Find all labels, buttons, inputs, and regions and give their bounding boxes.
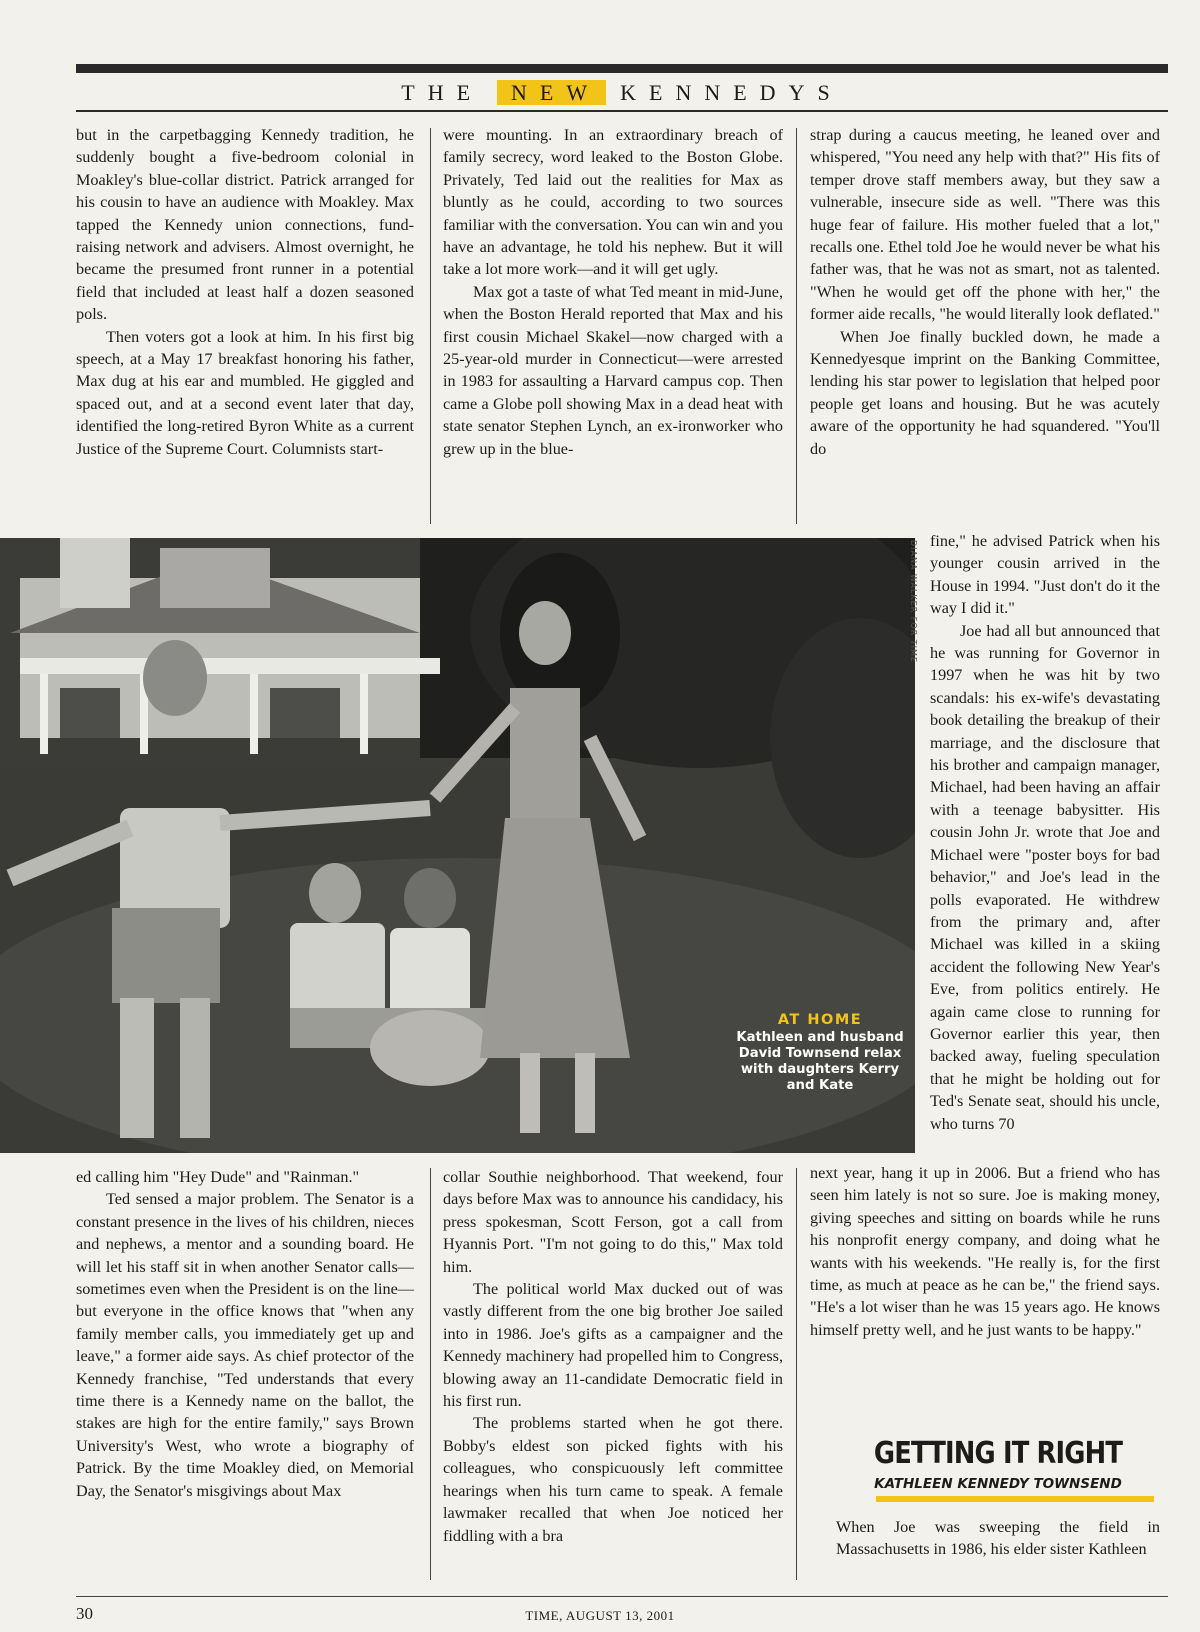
paragraph: fine," he advised Patrick when his younger cousin arrived in the House in 1994. "Just don't do it the way I did it." (930, 532, 1160, 618)
paragraph: When Joe was sweeping the field in Massachusetts in 1986, his elder sister Kathleen (836, 1518, 1160, 1559)
column-2-bottom (443, 1166, 783, 1547)
footer-rule (76, 1596, 1168, 1597)
section-header (76, 76, 1168, 112)
paragraph: strap during a caucus meeting, he leaned over and whispered, "You need any help with that?" His fits of temper drove staff members away, but they saw a vulnerable, insecure side as well. "There was this huge fear of failure. His mother fueled that a lot," recalls one. Ethel told Joe he would never be what his father was, that he was not as smart, not as talented. "When he would get off the phone with her," the former aide recalls, "he would literally look deflated." (810, 126, 1160, 324)
column-3-middle (930, 530, 1160, 1135)
paragraph: Joe had all but announced that he was running for Governor in 1997 when he was hit by two scandals: his ex-wife's devastating book detailing the breakup of their marriage, and the disclosure that his brother and campaign manager, Michael, had been having an affair with a teenage babysitter. His cousin John Jr. wrote that Joe and Michael were "poster boys for bad behavior," and Joe's lead in the polls evaporated. He withdrew from the primary and, after Michael was killed in a skiing accident the following New Year's Eve, from politics entirely. He again came close to running for Governor earlier this year, then backed away, fueling speculation that he might be holding out for Ted's Senate seat, should his uncle, who turns 70 (930, 621, 1160, 1133)
column-divider (796, 1168, 797, 1580)
top-rule (76, 64, 1168, 73)
column-divider (430, 1168, 431, 1580)
page-number: 30 (76, 1604, 93, 1623)
column-divider (430, 128, 431, 524)
photo-credit: DIANA WALKER FOR TIME (909, 540, 918, 663)
column-2-top (443, 124, 783, 460)
column-1-bottom (76, 1166, 414, 1502)
sidebar-title: GETTING IT RIGHT (873, 1436, 1123, 1471)
sidebar-text (836, 1516, 1160, 1561)
paragraph: The problems started when he got there. Bobby's eldest son picked fights with his colleagues, who conspicuously left committee hearings when his turn came to speak. A female lawmaker recalled that when Joe noticed her fiddling with a bra (443, 1414, 783, 1545)
paragraph: were mounting. In an extraordinary breach of family secrecy, word leaked to the Boston Globe. Privately, Ted laid out the realities for Max as bluntly as he could, according to two sources familiar with the conversation. You can win and you have an advantage, he told his nephew. But it will take a lot more work—and it will get ugly. (443, 126, 783, 279)
caption-title: AT HOME (777, 1012, 863, 1028)
header-new-highlight: NEW (497, 80, 606, 105)
paragraph: Ted sensed a major problem. The Senator is a constant presence in the lives of his children, nieces and nephews, a mentor and a sounding board. He will let his staff sit in when another Senator calls—sometimes even when the President is on the line—but everyone in the office knows that "when any family member calls, you immediately get up and leave," a former aide says. As chief protector of the Kennedy franchise, "Ted understands that every time there is a Kennedy name on the ballot, the stakes are high for the entire family," says Brown University's West, who wrote a biography of Patrick. By the time Moakley died, on Memorial Day, the Senator's misgivings about Max (76, 1190, 414, 1500)
header-the: THE (401, 80, 484, 105)
column-divider (796, 128, 797, 524)
column-3-bottom (810, 1162, 1160, 1341)
column-3-top (810, 124, 1160, 460)
paragraph: collar Southie neighborhood. That weekend, four days before Max was to announce his candidacy, his press spokesman, Scott Ferson, got a call from Hyannis Port. "I'm not going to do this," Max told him. (443, 1168, 783, 1276)
column-1-top (76, 124, 414, 460)
paragraph: but in the carpetbagging Kennedy tradition, he suddenly bought a five-bedroom colonial in Moakley's blue-collar district. Patrick arranged for his cousin to have an audience with Moakley. Max tapped the Kennedy union connections, fund-raising network and advisers. Almost overnight, he became the presumed front runner in a potential field that included at least half a dozen seasoned pols. (76, 126, 414, 324)
paragraph: ed calling him "Hey Dude" and "Rainman." (76, 1168, 360, 1186)
photo-caption (730, 1012, 910, 1094)
issue-line: TIME, AUGUST 13, 2001 (525, 1608, 675, 1623)
paragraph: The political world Max ducked out of was vastly different from the one big brother Joe sailed into in 1986. Joe's gifts as a campaigner and the Kennedy machinery had propelled him to Congress, blowing away an 11-candidate Democratic field in his first run. (443, 1280, 783, 1411)
header-kennedys: KENNEDYS (620, 80, 843, 105)
sidebar-subtitle: KATHLEEN KENNEDY TOWNSEND (874, 1476, 1122, 1492)
paragraph: Then voters got a look at him. In his first big speech, at a May 17 breakfast honoring his father, Max dug at his ear and mumbled. He giggled and spaced out, and at a second event later that day, identified the long-retired Byron White as a current Justice of the Supreme Court. Columnists start- (76, 327, 414, 458)
paragraph: When Joe finally buckled down, he made a Kennedyesque imprint on the Banking Committee, lending his star power to legislation that helped poor people get loans and housing. But he was acutely aware of the opportunity he had squandered. "You'll do (810, 327, 1160, 458)
paragraph: next year, hang it up in 2006. But a friend who has seen him lately is not so sure. Joe is making money, giving speeches and sitting on boards while he runs his nonprofit energy company, and doing what he wants with his weekends. "He really is, for the first time, as much at peace as he can be," the friend says. "He's a lot wiser than he was 15 years ago. He knows himself pretty well, and he just wants to be happy." (810, 1164, 1160, 1339)
paragraph: Max got a taste of what Ted meant in mid-June, when the Boston Herald reported that Max and his first cousin Michael Skakel—now charged with a 25-year-old murder in Connecticut—were arrested in 1983 for assaulting a Harvard campus cop. Then came a Globe poll showing Max in a dead heat with state senator Stephen Lynch, an ex-ironworker who grew up in the blue- (443, 282, 783, 458)
sidebar-accent-rule (876, 1496, 1154, 1502)
caption-text: Kathleen and husband David Townsend relax with daughters Kerry and Kate (736, 1030, 904, 1093)
